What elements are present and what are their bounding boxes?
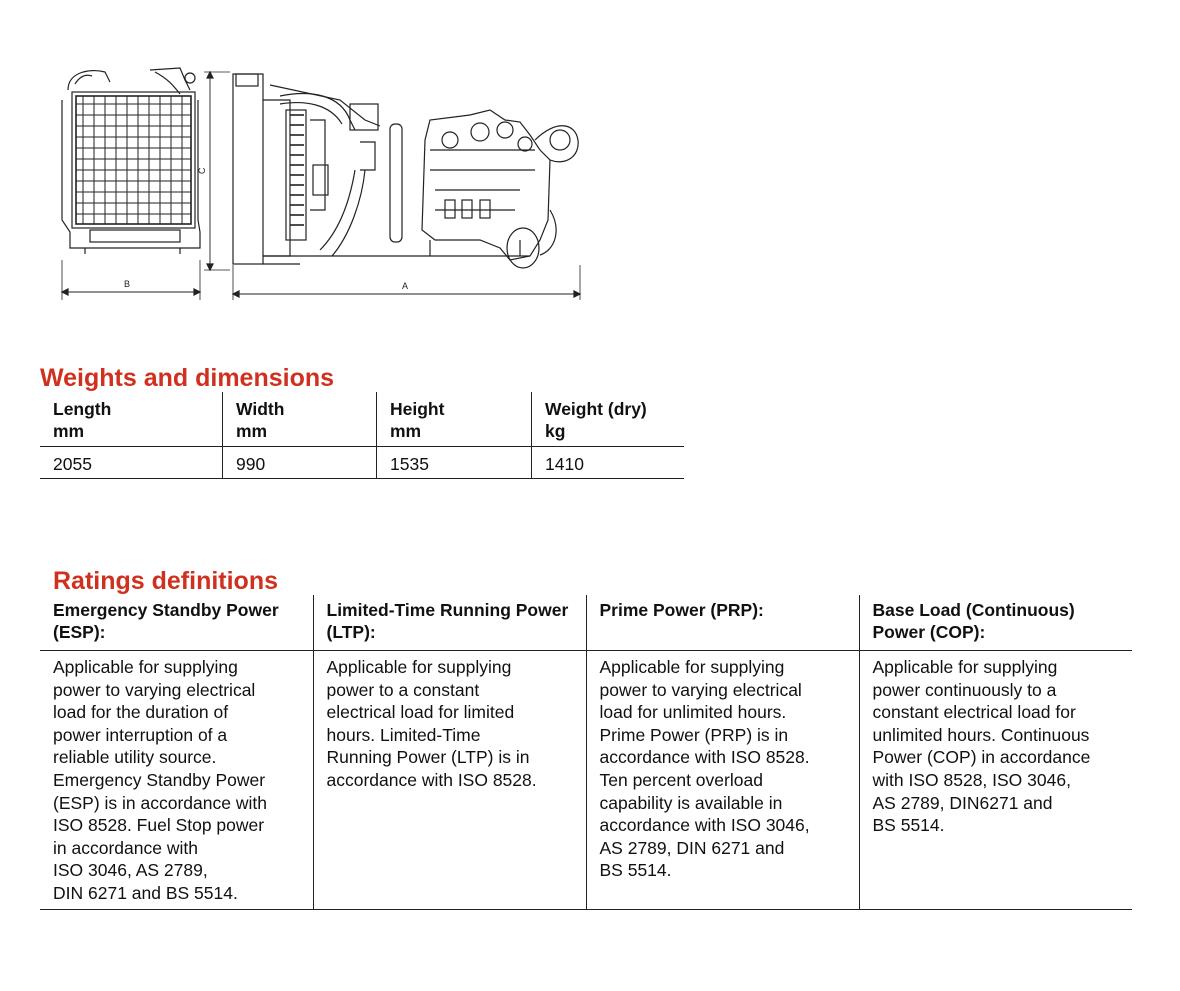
definition-line: power interruption of a [53, 724, 228, 745]
definition-line: accordance with ISO 8528. [326, 769, 537, 790]
ratings-definitions-table [40, 595, 1132, 910]
definition-line: power to varying electrical [599, 679, 802, 700]
definition-line: Applicable for supplying [872, 657, 1058, 677]
table-row [40, 651, 1132, 910]
header-label: Width [236, 399, 285, 419]
header-unit: mm [390, 421, 422, 441]
column-header-height [377, 392, 532, 447]
column-header-prp: Prime Power (PRP): [586, 595, 859, 651]
definition-line: electrical load for limited [326, 702, 515, 723]
definition-line: Power (COP) in accordance [872, 747, 1091, 768]
column-header-esp: Emergency Standby Power (ESP): [40, 595, 313, 651]
column-header-length [40, 392, 223, 447]
definition-line: constant electrical load for [872, 702, 1076, 723]
definition-line: Ten percent overload [599, 769, 763, 790]
header-unit: kg [545, 421, 566, 441]
definition-line: Applicable for supplying [326, 657, 512, 677]
column-header-width [223, 392, 377, 447]
cop-definition [859, 651, 1132, 910]
header-label: Weight (dry) [545, 399, 647, 419]
definition-line: accordance with ISO 3046, [599, 815, 810, 836]
definition-line: power to a constant [326, 679, 480, 700]
dimension-c [204, 72, 230, 270]
definition-line: Running Power (LTP) is in [326, 747, 530, 768]
front-view [62, 68, 200, 254]
definition-line: ISO 8528. Fuel Stop power [53, 815, 265, 836]
ltp-definition [313, 651, 586, 910]
table-header-row [40, 392, 684, 447]
definition-line: reliable utility source. [53, 747, 217, 768]
table-header-row [40, 595, 1132, 651]
definition-line: Prime Power (PRP) is in [599, 724, 789, 745]
esp-definition [40, 651, 313, 910]
definition-line: Applicable for supplying [599, 657, 785, 677]
definition-line: DIN 6271 and BS 5514. [53, 882, 238, 903]
definition-line: load for unlimited hours. [599, 702, 787, 723]
side-view [233, 74, 578, 268]
weights-dimensions-heading: Weights and dimensions [40, 364, 335, 392]
width-value: 990 [223, 447, 377, 479]
column-header-cop: Base Load (Continuous) Power (COP): [859, 595, 1132, 651]
prp-definition [586, 651, 859, 910]
ratings-definitions-heading: Ratings definitions [53, 567, 278, 595]
definition-line: AS 2789, DIN 6271 and [599, 837, 785, 858]
definition-line: unlimited hours. Continuous [872, 724, 1090, 745]
weight-value: 1410 [532, 447, 685, 479]
definition-line: Applicable for supplying [53, 657, 238, 677]
definition-line: BS 5514. [599, 860, 672, 881]
definition-line: Emergency Standby Power [53, 769, 266, 790]
column-header-weight [532, 392, 685, 447]
definition-line: capability is available in [599, 792, 783, 813]
definition-line: power to varying electrical [53, 679, 256, 700]
definition-line: ISO 3046, AS 2789, [53, 860, 208, 881]
dimension-a-label: A [402, 281, 409, 291]
dimension-b [62, 260, 200, 300]
header-label: Length [53, 399, 112, 419]
table-row [40, 447, 684, 479]
engine-dimension-drawing [50, 60, 590, 310]
dimension-c-label: C [197, 167, 207, 174]
definition-line: (ESP) is in accordance with [53, 792, 267, 813]
definition-line: load for the duration of [53, 702, 229, 723]
height-value: 1535 [377, 447, 532, 479]
definition-line: AS 2789, DIN6271 and [872, 792, 1053, 813]
definition-line: with ISO 8528, ISO 3046, [872, 769, 1071, 790]
definition-line: in accordance with [53, 837, 198, 858]
header-unit: mm [236, 421, 268, 441]
length-value: 2055 [40, 447, 223, 479]
header-unit: mm [53, 421, 85, 441]
definition-line: BS 5514. [872, 815, 945, 836]
definition-line: accordance with ISO 8528. [599, 747, 810, 768]
header-label: Height [390, 399, 445, 419]
weights-dimensions-table [40, 392, 684, 479]
column-header-ltp: Limited-Time Running Power (LTP): [313, 595, 586, 651]
definition-line: hours. Limited-Time [326, 724, 481, 745]
dimension-b-label: B [124, 279, 131, 289]
definition-line: power continuously to a [872, 679, 1057, 700]
